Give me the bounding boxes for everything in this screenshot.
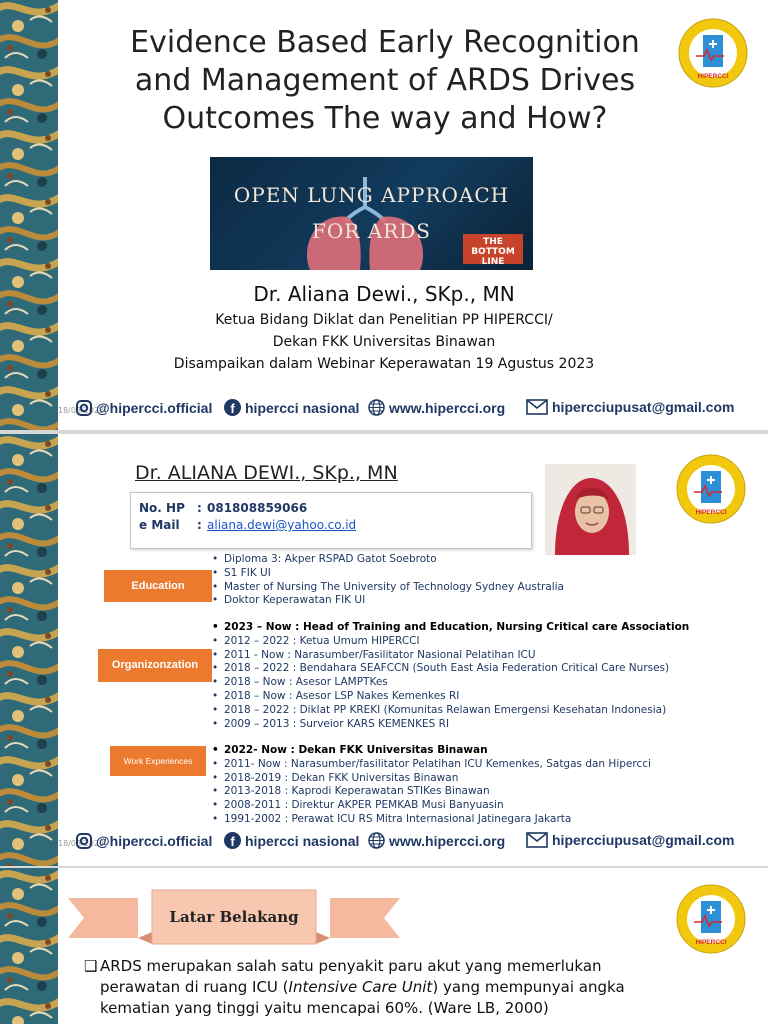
list-item: • S1 FIK UI bbox=[212, 567, 564, 581]
paragraph-body bbox=[84, 956, 684, 1019]
hipercci-logo bbox=[676, 454, 746, 524]
background-paragraph bbox=[84, 956, 684, 1019]
website-url: www.hipercci.org bbox=[389, 832, 506, 849]
bottom-line-badge: THE BOTTOM LINE bbox=[463, 234, 523, 264]
section-heading: Latar Belakang bbox=[169, 908, 299, 926]
presenter-name: Dr. Aliana Dewi., SKp., MN bbox=[253, 282, 515, 306]
profile-name: Dr. ALIANA DEWI., SKp., MN bbox=[135, 462, 398, 484]
facebook-icon bbox=[224, 399, 241, 416]
email-link-value[interactable]: aliana.dewi@yahoo.co.id bbox=[207, 518, 357, 532]
website-link[interactable] bbox=[368, 832, 505, 849]
social-footer bbox=[0, 829, 768, 859]
slide-background bbox=[0, 868, 768, 1024]
list-item: • 2011- Now : Narasumber/fasilitator Pelatihan ICU Kemenkes, Satgas dan Hipercci bbox=[212, 758, 651, 772]
banner-line-1: OPEN LUNG APPROACH bbox=[233, 183, 510, 207]
list-item: • Doktor Keperawatan FIK UI bbox=[212, 594, 564, 608]
event-info: Disampaikan dalam Webinar Keperawatan 19 Agustus 2023 bbox=[173, 356, 595, 372]
education-list bbox=[212, 553, 564, 608]
presenter-role-2: Dekan FKK Universitas Binawan bbox=[272, 334, 496, 350]
mail-icon bbox=[526, 832, 548, 848]
list-item: • 2018 – 2022 : Bendahara SEAFCCN (South East Asia Federation Critical Care Nurses) bbox=[212, 662, 689, 676]
list-item: • 2018-2019 : Dekan FKK Universitas Binawan bbox=[212, 772, 651, 786]
list-item: • Diploma 3: Akper RSPAD Gatot Soebroto bbox=[212, 553, 564, 567]
phone-row bbox=[139, 501, 308, 515]
banner-line-2: FOR ARDS bbox=[312, 219, 431, 243]
instagram-icon bbox=[76, 833, 92, 849]
facebook-name: hipercci nasional bbox=[245, 399, 360, 416]
email-link[interactable] bbox=[526, 399, 734, 415]
list-item: • 2022- Now : Dekan FKK Universitas Binawan bbox=[212, 744, 651, 758]
checkbox-bullet-icon: ❑ bbox=[84, 957, 98, 975]
facebook-link[interactable] bbox=[224, 399, 359, 416]
svg-text:f: f bbox=[230, 834, 235, 849]
globe-icon bbox=[368, 399, 385, 416]
profile-photo bbox=[545, 464, 636, 555]
slide-profile bbox=[0, 434, 768, 866]
slide-title bbox=[0, 0, 768, 430]
social-footer bbox=[0, 396, 768, 426]
instagram-handle: @hipercci.official bbox=[96, 400, 213, 416]
batik-border bbox=[0, 434, 58, 866]
email-address: hipercciupusat@gmail.com bbox=[552, 832, 735, 848]
open-lung-banner bbox=[210, 157, 533, 270]
list-item: • 2008-2011 : Direktur AKPER PEMKAB Musi Banyuasin bbox=[212, 799, 651, 813]
slide-date: 18/08/2023 bbox=[58, 406, 105, 415]
list-item: • 1991-2002 : Perawat ICU RS Mitra Internasional Jatinegara Jakarta bbox=[212, 813, 651, 827]
hipercci-logo bbox=[676, 884, 746, 954]
email-link[interactable] bbox=[526, 832, 734, 848]
paragraph-part-2: ) yang mempunyai angka kematian yang tinggi yaitu mencapai 60%. (Ware LB, 2000) bbox=[100, 978, 625, 1017]
website-url: www.hipercci.org bbox=[389, 399, 506, 416]
instagram-icon bbox=[76, 400, 92, 416]
list-item: • 2023 – Now : Head of Training and Education, Nursing Critical care Association bbox=[212, 621, 689, 635]
presentation-title: Evidence Based Early Recognition and Management of ARDS Drives Outcomes The way and How? bbox=[130, 25, 640, 136]
instagram-link[interactable] bbox=[76, 833, 212, 849]
list-item: • 2018 – Now : Asesor LSP Nakes Kemenkes RI bbox=[212, 690, 689, 704]
instagram-link[interactable] bbox=[76, 400, 212, 416]
batik-border bbox=[0, 868, 58, 1024]
slide-date: 18/08/2023 bbox=[58, 839, 105, 848]
phone-label: No. HP bbox=[139, 501, 185, 515]
facebook-icon bbox=[224, 832, 241, 849]
mail-icon bbox=[526, 399, 548, 415]
instagram-handle: @hipercci.official bbox=[96, 833, 213, 849]
phone-value: 081808859066 bbox=[207, 501, 308, 515]
organization-list bbox=[212, 621, 689, 731]
list-item: • 2018 – Now : Asesor LAMPTKes bbox=[212, 676, 689, 690]
education-tag: Education bbox=[104, 570, 212, 602]
list-item: • 2013-2018 : Kaprodi Keperawatan STIKes Binawan bbox=[212, 785, 651, 799]
list-item: • 2018 – 2022 : Diklat PP KREKI (Komunitas Relawan Emergensi Kesehatan Indonesia) bbox=[212, 704, 689, 718]
website-link[interactable] bbox=[368, 399, 505, 416]
portrait-image bbox=[545, 464, 636, 555]
paragraph-part-1: ARDS merupakan salah satu penyakit paru akut yang memerlukan perawatan di ruang ICU ( bbox=[100, 957, 602, 996]
work-experience-tag: Work Experiences bbox=[110, 746, 206, 776]
email-sep: : bbox=[197, 518, 202, 532]
list-item: • Master of Nursing The University of Technology Sydney Australia bbox=[212, 581, 564, 595]
facebook-link[interactable] bbox=[224, 832, 359, 849]
heading-ribbon bbox=[68, 886, 400, 946]
email-row bbox=[139, 518, 357, 532]
email-label: e Mail bbox=[139, 518, 180, 532]
globe-icon bbox=[368, 832, 385, 849]
contact-box bbox=[130, 492, 532, 549]
list-item: • 2009 – 2013 : Surveior KARS KEMENKES RI bbox=[212, 718, 689, 732]
email-address: hipercciupusat@gmail.com bbox=[552, 399, 735, 415]
phone-sep: : bbox=[197, 501, 202, 515]
facebook-name: hipercci nasional bbox=[245, 832, 360, 849]
work-experience-list bbox=[212, 744, 651, 827]
organization-tag: Organizonzation bbox=[98, 649, 212, 682]
presenter-role-1: Ketua Bidang Diklat dan Penelitian PP HIPERCCI/ bbox=[215, 312, 553, 328]
paragraph-italic: Intensive Care Unit bbox=[288, 978, 433, 996]
svg-text:f: f bbox=[230, 401, 235, 416]
hipercci-logo bbox=[678, 18, 748, 88]
list-item: • 2012 – 2022 : Ketua Umum HIPERCCI bbox=[212, 635, 689, 649]
list-item: • 2011 - Now : Narasumber/Fasilitator Nasional Pelatihan ICU bbox=[212, 649, 689, 663]
